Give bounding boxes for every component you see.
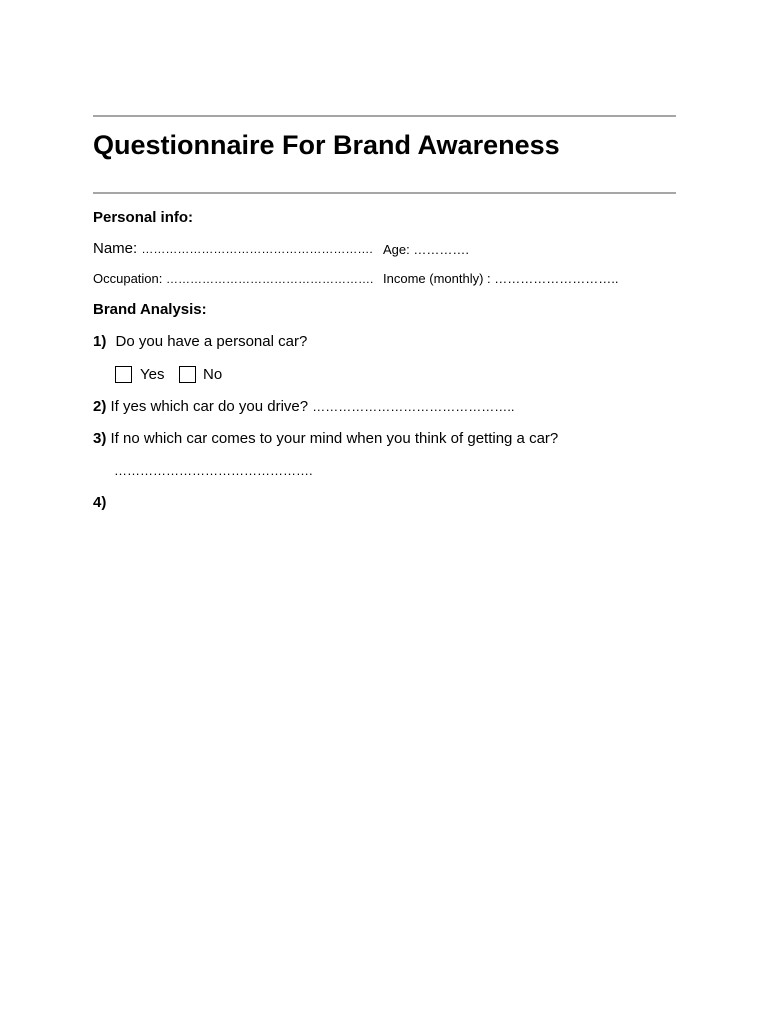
question-2-blank[interactable]: ……………………………………….. xyxy=(312,399,515,414)
yes-checkbox[interactable] xyxy=(115,366,132,383)
no-label: No xyxy=(203,366,223,383)
income-field xyxy=(383,271,619,286)
occupation-field xyxy=(93,271,373,286)
question-4-number: 4) xyxy=(93,494,107,511)
question-1-number: 1) xyxy=(93,333,107,350)
question-3-number: 3) xyxy=(93,430,107,447)
age-label: Age: xyxy=(383,242,410,257)
question-1-text: Do you have a personal car? xyxy=(115,333,308,350)
personal-info-heading: Personal info: xyxy=(93,209,194,226)
name-blank[interactable]: …………………………………………………. xyxy=(141,242,373,256)
document-title: Questionnaire For Brand Awareness xyxy=(93,130,560,160)
question-2 xyxy=(93,398,515,415)
no-checkbox[interactable] xyxy=(179,366,196,383)
occupation-label: Occupation: xyxy=(93,271,163,286)
income-label: Income (monthly) : xyxy=(383,271,491,286)
age-field xyxy=(383,242,469,257)
age-blank[interactable]: …………. xyxy=(413,242,469,257)
income-blank[interactable]: ……………………….. xyxy=(494,271,619,286)
brand-analysis-heading: Brand Analysis: xyxy=(93,301,207,318)
name-field xyxy=(93,240,373,257)
yes-label: Yes xyxy=(140,366,165,383)
question-3-blank[interactable]: ………………………………………. xyxy=(114,463,313,478)
bottom-divider xyxy=(93,192,676,194)
question-2-number: 2) xyxy=(93,398,107,415)
question-3 xyxy=(93,430,558,447)
top-divider xyxy=(93,115,676,117)
question-1 xyxy=(93,333,307,350)
question-3-text: If no which car comes to your mind when you think of getting a car? xyxy=(110,430,559,447)
name-label: Name: xyxy=(93,240,138,257)
occupation-blank[interactable]: ……………………………………………. xyxy=(166,272,374,286)
question-2-text: If yes which car do you drive? xyxy=(110,398,309,415)
